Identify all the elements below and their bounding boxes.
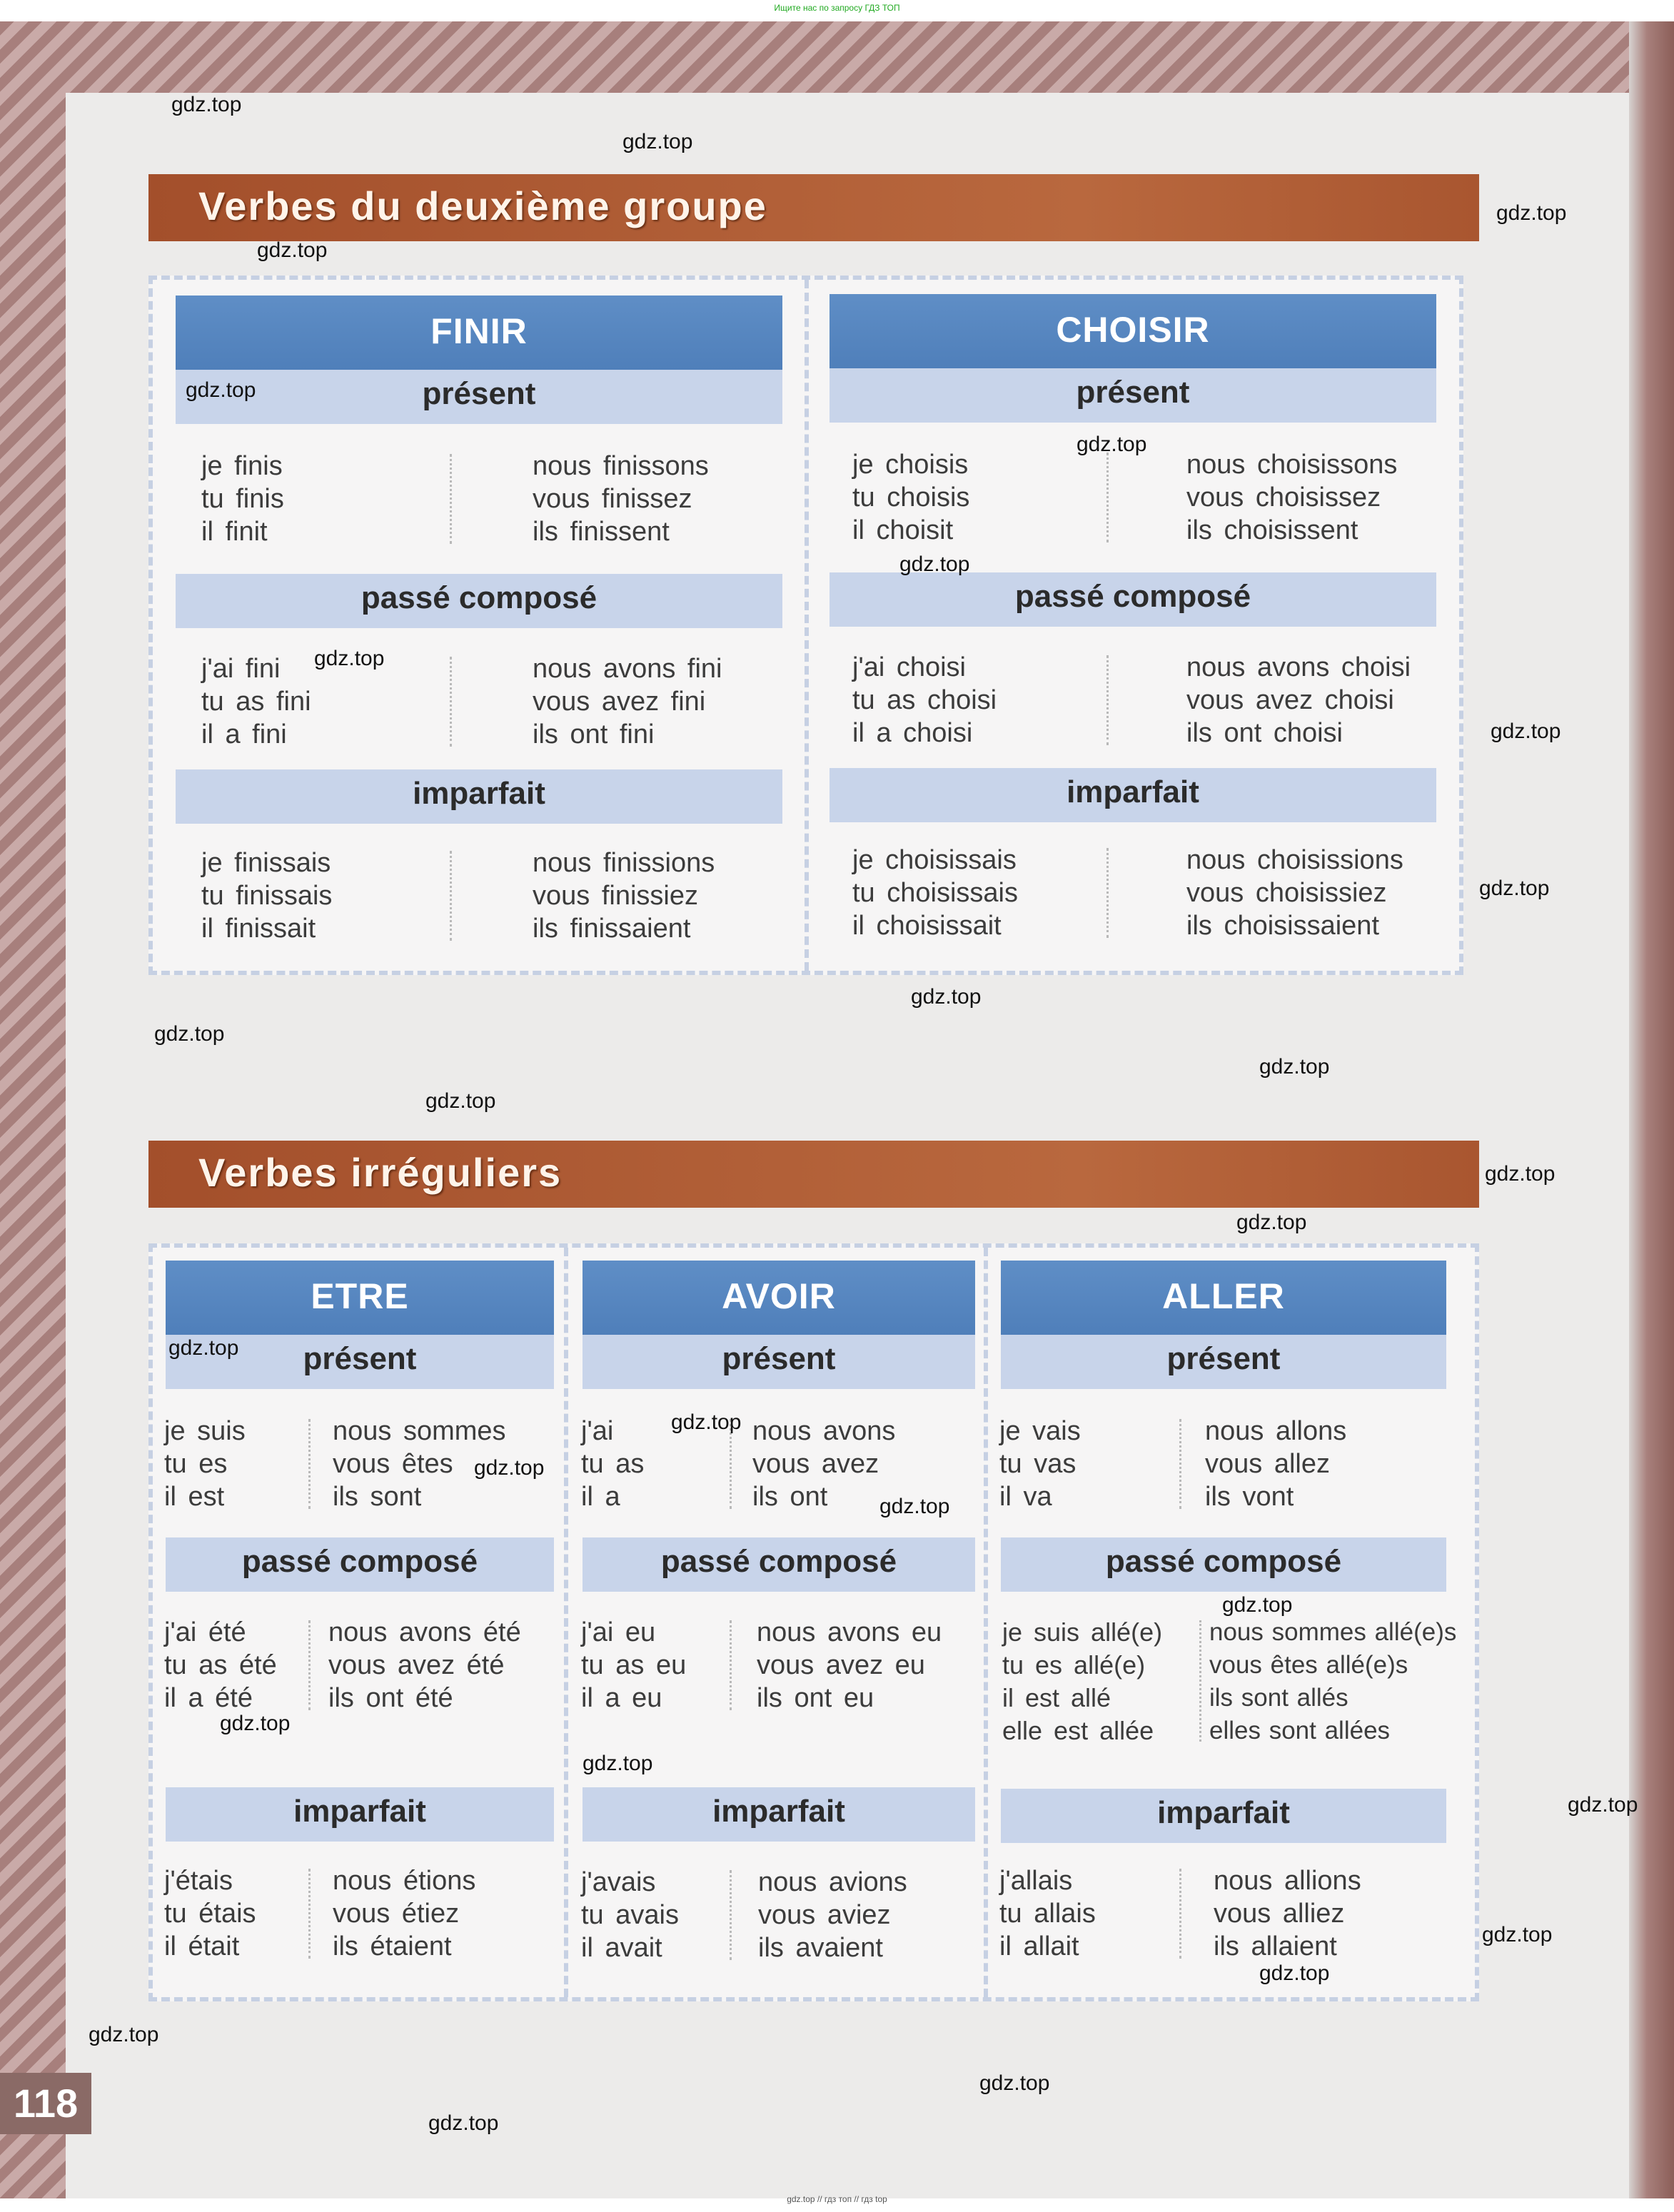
conjugation-singular	[999, 1864, 1096, 1963]
conjugation-form: nous finissions	[533, 848, 715, 878]
tense-label-passe-compose: passé composé	[166, 1537, 554, 1592]
conjugation-form: vous choisissiez	[1186, 878, 1387, 908]
conjugation-form: nous avions	[758, 1867, 907, 1897]
column-separator	[308, 1419, 311, 1509]
conjugation-singular	[852, 844, 1018, 942]
watermark: gdz.top	[1496, 201, 1567, 225]
conjugation-form: tu vas	[999, 1449, 1076, 1479]
conjugation-form: nous avons	[752, 1416, 896, 1446]
column-separator	[308, 1869, 311, 1959]
top-note: Ищите нас по запросу ГДЗ ТОП	[774, 3, 900, 13]
conjugation-form: je choisissais	[852, 845, 1017, 875]
conjugation-form: vous aviez	[758, 1900, 891, 1930]
conjugation-form: vous finissez	[533, 484, 692, 514]
column-separator	[1106, 655, 1109, 745]
conjugation-form: il est	[164, 1482, 225, 1512]
conjugation-plural	[758, 1866, 907, 1964]
conjugation-singular	[164, 1864, 256, 1963]
conjugation-plural	[1186, 448, 1397, 547]
watermark: gdz.top	[911, 985, 982, 1009]
conjugation-form: il a eu	[581, 1683, 662, 1713]
watermark: gdz.top	[1259, 1961, 1330, 1985]
column-separator	[730, 1870, 732, 1960]
watermark: gdz.top	[1236, 1211, 1307, 1234]
tense-label-present: présent	[166, 1335, 554, 1389]
conjugation-form: j'étais	[164, 1866, 233, 1896]
conjugation-form: tu finissais	[201, 881, 333, 911]
conjugation-form: j'ai eu	[581, 1617, 656, 1647]
watermark: gdz.top	[168, 1336, 239, 1360]
conjugation-form: tu as été	[164, 1650, 277, 1680]
conjugation-form: vous êtes allé(e)s	[1209, 1651, 1408, 1679]
verb-header-finir: FINIR	[176, 296, 782, 370]
conjugation-form: elles sont allées	[1209, 1717, 1391, 1744]
watermark: gdz.top	[879, 1495, 950, 1518]
watermark: gdz.top	[154, 1022, 225, 1046]
conjugation-singular	[201, 652, 311, 751]
conjugation-form: ils finissaient	[533, 914, 691, 944]
conjugation-form: ils ont fini	[533, 719, 655, 749]
decorative-stripe-top	[0, 21, 1674, 93]
section-title-irregular: Verbes irréguliers	[148, 1141, 1479, 1208]
conjugation-form: ils ont eu	[757, 1683, 874, 1713]
conjugation-singular	[201, 847, 332, 945]
watermark: gdz.top	[186, 378, 256, 402]
conjugation-form: il finit	[201, 517, 268, 547]
conjugation-form: ils étaient	[333, 1931, 452, 1961]
conjugation-singular	[1002, 1616, 1162, 1747]
conjugation-form: vous allez	[1205, 1449, 1330, 1479]
conjugation-form: tu as fini	[201, 687, 311, 717]
watermark: gdz.top	[979, 2071, 1050, 2095]
conjugation-form: je finissais	[201, 848, 331, 878]
conjugation-form: nous allons	[1205, 1416, 1347, 1446]
book-spine	[1629, 21, 1674, 2198]
conjugation-form: vous étiez	[333, 1899, 460, 1929]
conjugation-plural	[757, 1616, 942, 1714]
conjugation-form: tu es	[164, 1449, 228, 1479]
verb-header-etre: ETRE	[166, 1261, 554, 1335]
conjugation-form: il était	[164, 1931, 240, 1961]
conjugation-form: tu étais	[164, 1899, 256, 1929]
conjugation-plural	[328, 1616, 521, 1714]
tense-label-imparfait: imparfait	[583, 1787, 975, 1842]
conjugation-form: nous étions	[333, 1866, 476, 1896]
conjugation-form: nous avons été	[328, 1617, 521, 1647]
conjugation-singular	[164, 1616, 277, 1714]
conjugation-form: ils sont	[333, 1482, 422, 1512]
column-separator	[1179, 1869, 1181, 1959]
tense-label-passe-compose: passé composé	[830, 572, 1436, 627]
conjugation-form: tu finis	[201, 484, 284, 514]
page-number: 118	[0, 2073, 91, 2134]
column-separator	[450, 851, 452, 941]
watermark: gdz.top	[474, 1456, 545, 1480]
tense-label-imparfait: imparfait	[166, 1787, 554, 1842]
tense-label-present: présent	[830, 368, 1436, 423]
conjugation-form: je suis allé(e)	[1002, 1617, 1163, 1647]
conjugation-form: nous choisissions	[1186, 845, 1403, 875]
column-separator	[1106, 453, 1109, 542]
conjugation-form: j'ai été	[164, 1617, 246, 1647]
conjugation-form: ils allaient	[1214, 1931, 1337, 1961]
conjugation-form: ils vont	[1205, 1482, 1294, 1512]
conjugation-form: nous choisissons	[1186, 450, 1398, 480]
conjugation-singular	[201, 450, 284, 548]
conjugation-plural	[333, 1864, 475, 1963]
conjugation-form: vous finissiez	[533, 881, 698, 911]
conjugation-form: tu es allé(e)	[1002, 1650, 1146, 1680]
conjugation-form: ils choisissaient	[1186, 911, 1379, 941]
conjugation-form: vous avez choisi	[1186, 685, 1394, 715]
watermark: gdz.top	[314, 647, 385, 670]
conjugation-form: tu as eu	[581, 1650, 687, 1680]
conjugation-form: tu avais	[581, 1900, 679, 1930]
conjugation-form: il choisit	[852, 515, 954, 545]
conjugation-form: il choisissait	[852, 911, 1002, 941]
column-separator	[1199, 1620, 1201, 1742]
tense-label-imparfait: imparfait	[1001, 1789, 1446, 1843]
watermark: gdz.top	[428, 2111, 499, 2135]
conjugation-form: ils avaient	[758, 1933, 883, 1963]
conjugation-form: vous alliez	[1214, 1899, 1345, 1929]
conjugation-form: je choisis	[852, 450, 969, 480]
conjugation-plural	[1186, 844, 1403, 942]
conjugation-form: tu as	[581, 1449, 645, 1479]
conjugation-plural	[1214, 1864, 1361, 1963]
tense-label-present: présent	[1001, 1335, 1446, 1389]
conjugation-form: nous avons fini	[533, 654, 722, 684]
verb-header-avoir: AVOIR	[583, 1261, 975, 1335]
watermark: gdz.top	[89, 2023, 159, 2046]
conjugation-form: je finis	[201, 451, 283, 481]
watermark: gdz.top	[1568, 1793, 1638, 1817]
watermark: gdz.top	[1259, 1055, 1330, 1079]
conjugation-form: vous avez	[752, 1449, 879, 1479]
conjugation-form: ils sont allés	[1209, 1684, 1348, 1712]
conjugation-singular	[852, 448, 969, 547]
conjugation-form: nous sommes allé(e)s	[1209, 1618, 1457, 1646]
watermark: gdz.top	[171, 93, 242, 116]
tense-label-imparfait: imparfait	[176, 769, 782, 824]
decorative-stripe-left	[0, 21, 66, 2198]
conjugation-form: nous avons eu	[757, 1617, 942, 1647]
conjugation-form: j'ai	[581, 1416, 614, 1446]
conjugation-form: tu choisissais	[852, 878, 1018, 908]
watermark: gdz.top	[583, 1752, 653, 1775]
verb-header-choisir: CHOISIR	[830, 294, 1436, 368]
conjugation-singular	[581, 1866, 679, 1964]
conjugation-singular	[164, 1415, 246, 1513]
section-title-second-group: Verbes du deuxième groupe	[148, 174, 1479, 241]
conjugation-form: j'allais	[999, 1866, 1073, 1896]
watermark: gdz.top	[257, 238, 328, 262]
column-separator	[1106, 848, 1109, 938]
watermark: gdz.top	[622, 130, 693, 153]
watermark: gdz.top	[671, 1410, 742, 1434]
watermark: gdz.top	[899, 552, 970, 576]
tense-label-passe-compose: passé composé	[176, 574, 782, 628]
tense-label-passe-compose: passé composé	[583, 1537, 975, 1592]
conjugation-singular	[999, 1415, 1081, 1513]
watermark: gdz.top	[1479, 877, 1550, 900]
conjugation-plural	[1209, 1616, 1456, 1747]
conjugation-form: il allait	[999, 1931, 1079, 1961]
conjugation-form: vous avez fini	[533, 687, 706, 717]
conjugation-form: nous allions	[1214, 1866, 1361, 1896]
conjugation-form: j'ai fini	[201, 654, 281, 684]
column-separator	[308, 1620, 311, 1710]
column-separator	[450, 454, 452, 544]
conjugation-form: je vais	[999, 1416, 1081, 1446]
conjugation-form: ils ont choisi	[1186, 718, 1343, 748]
conjugation-form: je suis	[164, 1416, 246, 1446]
conjugation-form: elle est allée	[1002, 1716, 1154, 1745]
column-separator	[730, 1620, 732, 1710]
conjugation-form: vous avez été	[328, 1650, 505, 1680]
conjugation-form: il a été	[164, 1683, 253, 1713]
conjugation-form: ils ont été	[328, 1683, 453, 1713]
watermark: gdz.top	[1485, 1162, 1555, 1186]
conjugation-form: il a	[581, 1482, 620, 1512]
conjugation-plural	[533, 847, 715, 945]
conjugation-form: il a choisi	[852, 718, 973, 748]
conjugation-form: tu allais	[999, 1899, 1096, 1929]
conjugation-form: j'ai choisi	[852, 652, 966, 682]
conjugation-form: nous finissons	[533, 451, 709, 481]
conjugation-form: tu choisis	[852, 483, 970, 512]
conjugation-form: il finissait	[201, 914, 316, 944]
conjugation-form: ils finissent	[533, 517, 670, 547]
conjugation-form: ils choisissent	[1186, 515, 1358, 545]
panel-divider	[564, 1248, 568, 1997]
tense-label-present: présent	[176, 370, 782, 424]
conjugation-singular	[581, 1415, 644, 1513]
conjugation-plural	[1205, 1415, 1346, 1513]
panel-divider	[984, 1248, 988, 1997]
watermark: gdz.top	[1076, 433, 1147, 456]
conjugation-singular	[852, 651, 997, 749]
panel-divider	[805, 280, 809, 971]
watermark: gdz.top	[1482, 1923, 1553, 1946]
bottom-note: gdz.top // гдз топ // гдз top	[787, 2194, 887, 2204]
watermark: gdz.top	[1222, 1593, 1293, 1617]
conjugation-form: il a fini	[201, 719, 287, 749]
conjugation-form: nous sommes	[333, 1416, 506, 1446]
watermark: gdz.top	[220, 1712, 291, 1735]
conjugation-plural	[752, 1415, 895, 1513]
tense-label-passe-compose: passé composé	[1001, 1537, 1446, 1592]
conjugation-plural	[533, 450, 709, 548]
tense-label-present: présent	[583, 1335, 975, 1389]
conjugation-plural	[533, 652, 722, 751]
conjugation-form: tu as choisi	[852, 685, 997, 715]
conjugation-singular	[581, 1616, 686, 1714]
column-separator	[450, 657, 452, 747]
conjugation-form: vous avez eu	[757, 1650, 925, 1680]
watermark: gdz.top	[1491, 719, 1561, 743]
verb-header-aller: ALLER	[1001, 1261, 1446, 1335]
conjugation-form: vous choisissez	[1186, 483, 1381, 512]
tense-label-imparfait: imparfait	[830, 768, 1436, 822]
column-separator	[1179, 1419, 1181, 1509]
conjugation-form: il est allé	[1002, 1683, 1111, 1712]
conjugation-form: nous avons choisi	[1186, 652, 1411, 682]
watermark: gdz.top	[425, 1089, 496, 1113]
conjugation-form: ils ont	[752, 1482, 828, 1512]
conjugation-plural	[1186, 651, 1411, 749]
conjugation-form: j'avais	[581, 1867, 656, 1897]
conjugation-form: vous êtes	[333, 1449, 453, 1479]
conjugation-form: il va	[999, 1482, 1052, 1512]
conjugation-form: il avait	[581, 1933, 662, 1963]
